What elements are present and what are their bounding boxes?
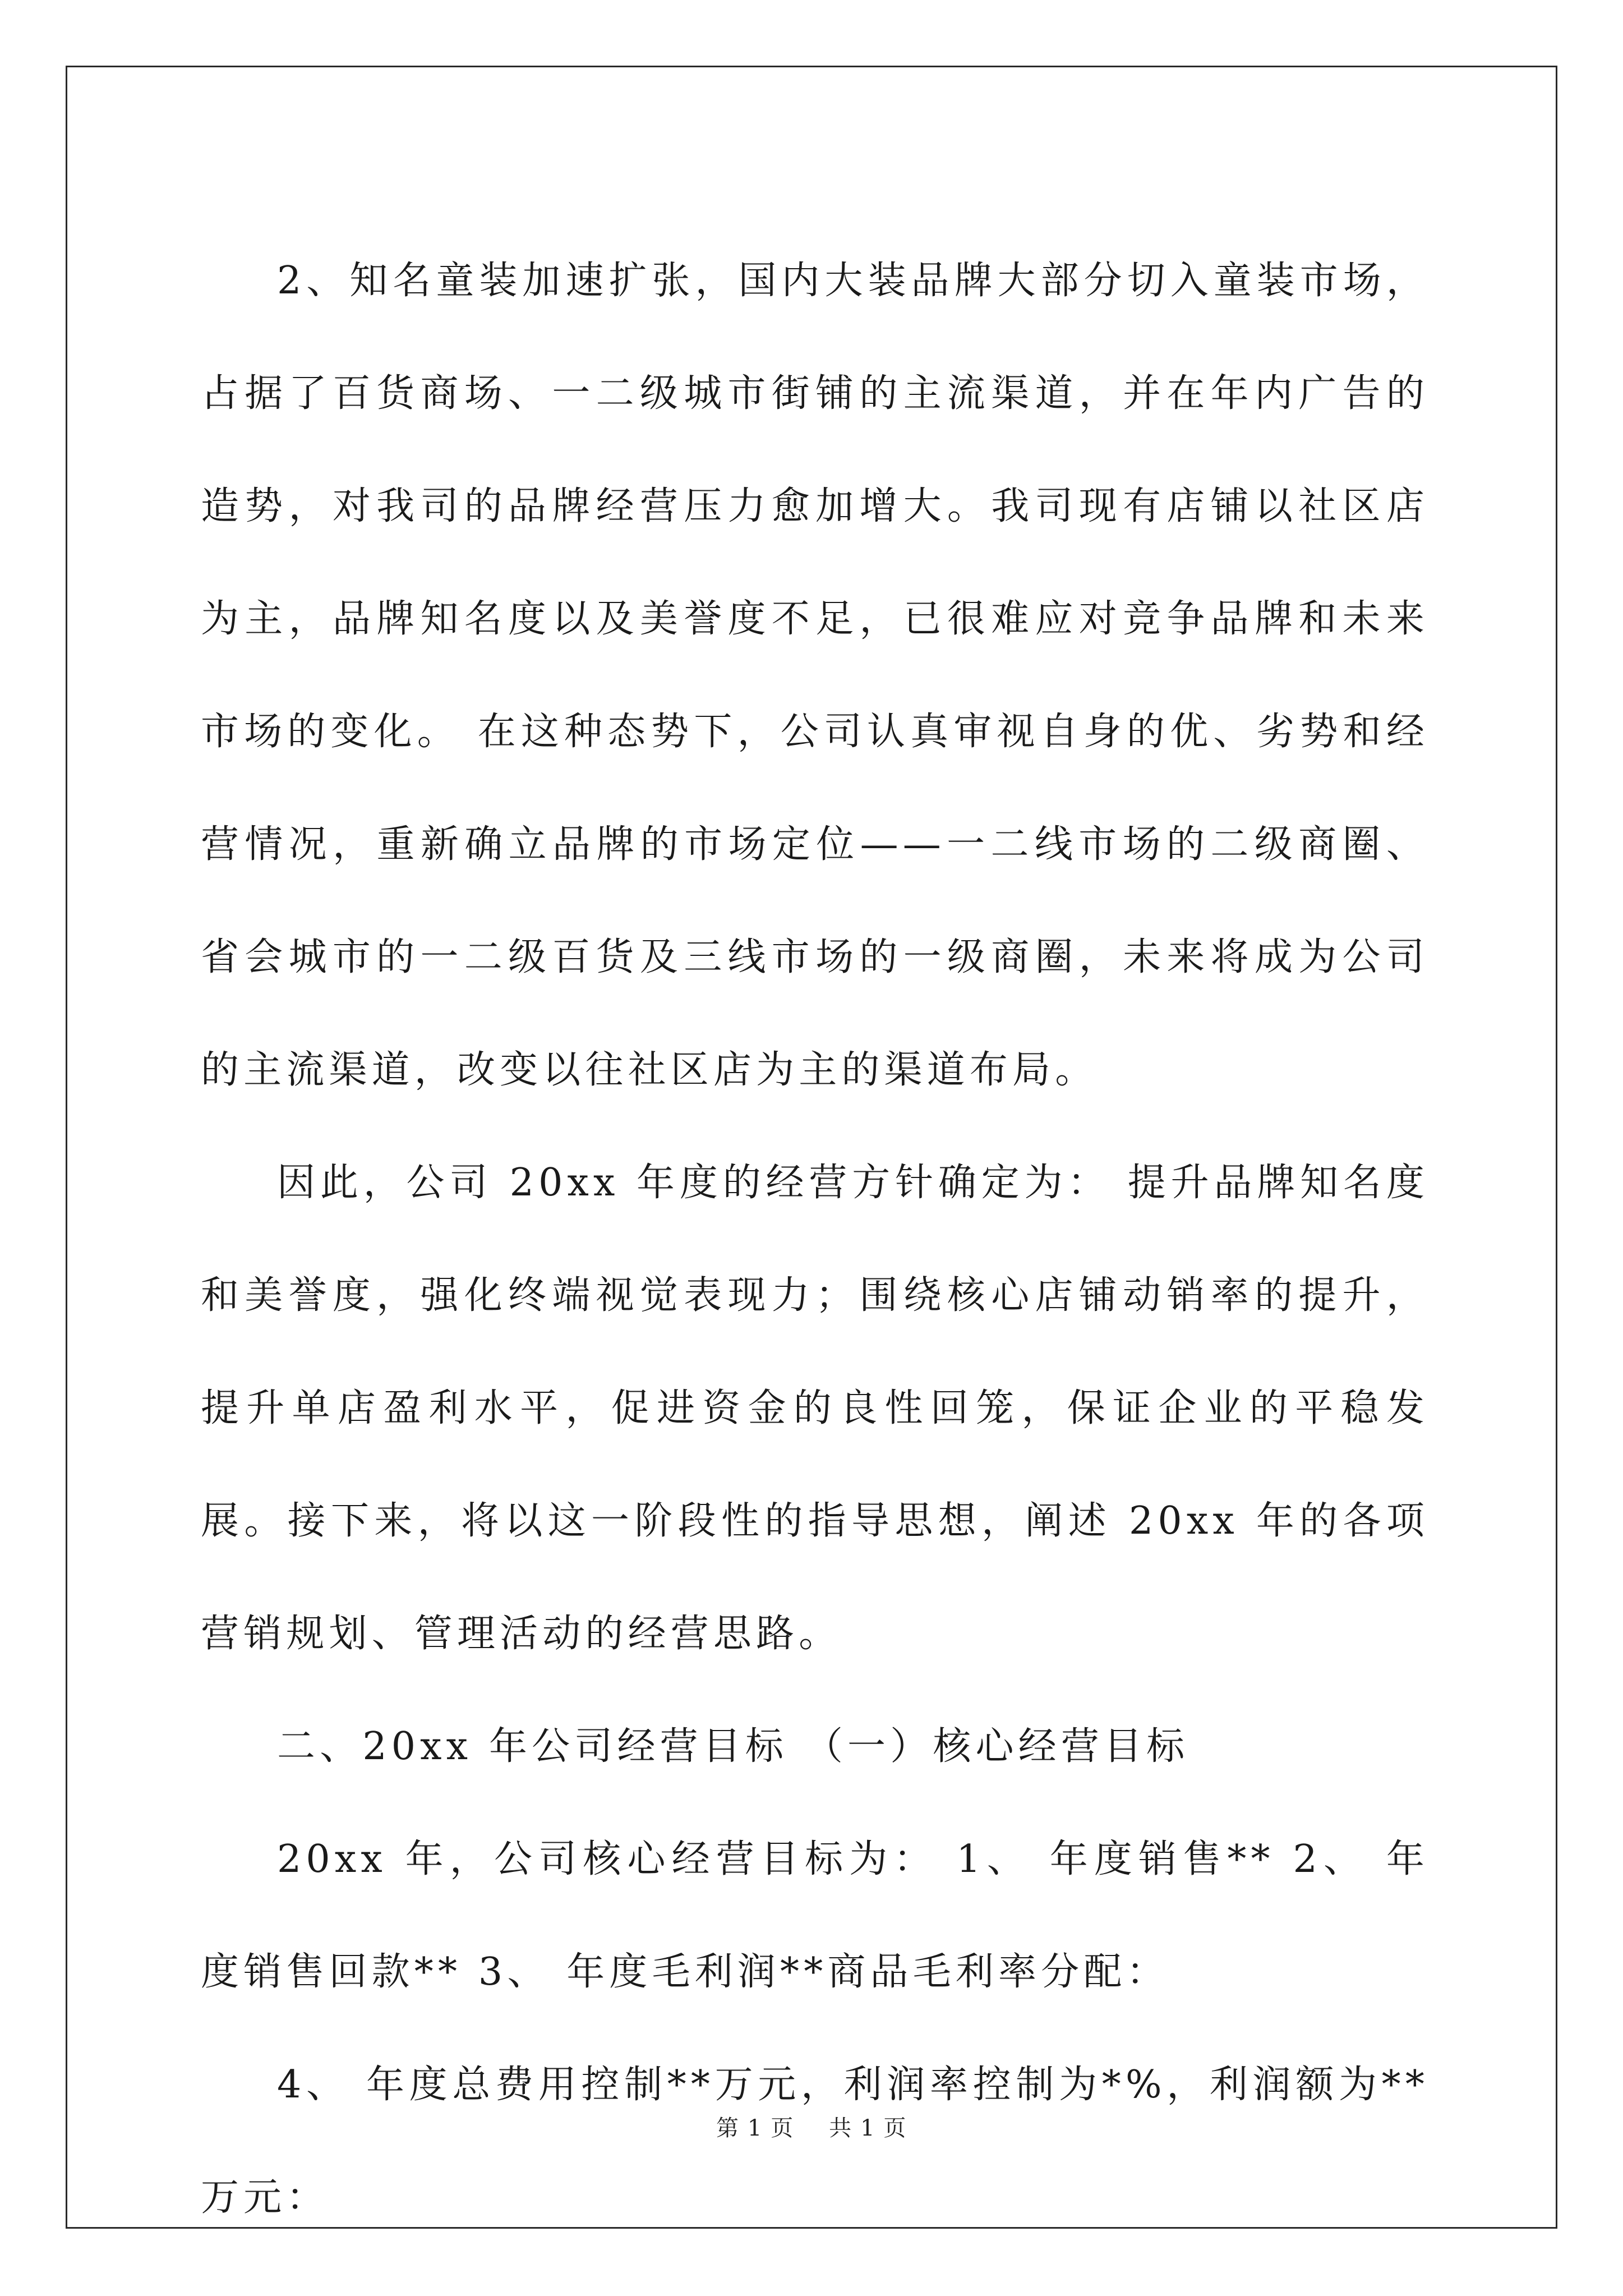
page-footer (0, 2113, 1623, 2144)
paragraph-cost-control: 4、 年度总费用控制**万元，利润率控制为*%，利润额为**万元： (201, 2063, 1429, 2220)
document-body (201, 224, 1429, 2254)
page-total: 共 1 页 (829, 2115, 907, 2141)
paragraph-market-competition: 2、知名童装加速扩张，国内大装品牌大部分切入童装市场，占据了百货商场、一二级城市街铺的主流渠道，并在年内广告的造势，对我司的品牌经营压力愈加增大。我司现有店铺以社区店为主，品牌知名度以及美誉度不足，已很难应对竞争品牌和未来市场的变化。 在这种态势下，公司认真审视自身的优、劣势和经营情况，重新确立品牌的市场定位——一二线市场的二级商圈、省会城市的一二级百货及三线市场的一级商圈，未来将成为公司的主流渠道，改变以往社区店为主的渠道布局。 (201, 259, 1429, 1092)
paragraph-core-targets: 20xx 年，公司核心经营目标为： 1、 年度销售** 2、 年度销售回款** 3、 年度毛利润**商品毛利率分配： (201, 1837, 1429, 1994)
section-heading-targets: 二、20xx 年公司经营目标 （一）核心经营目标 (277, 1724, 1189, 1769)
paragraph-business-policy: 因此，公司 20xx 年度的经营方针确定为： 提升品牌知名度和美誉度，强化终端视觉表现力；围绕核心店铺动销率的提升，提升单店盈利水平，促进资金的良性回笼，保证企业的平稳发展。接下来，将以这一阶段性的指导思想，阐述 20xx 年的各项营销规划、管理活动的经营思路。 (201, 1161, 1429, 1656)
page-number: 第 1 页 (716, 2115, 794, 2141)
